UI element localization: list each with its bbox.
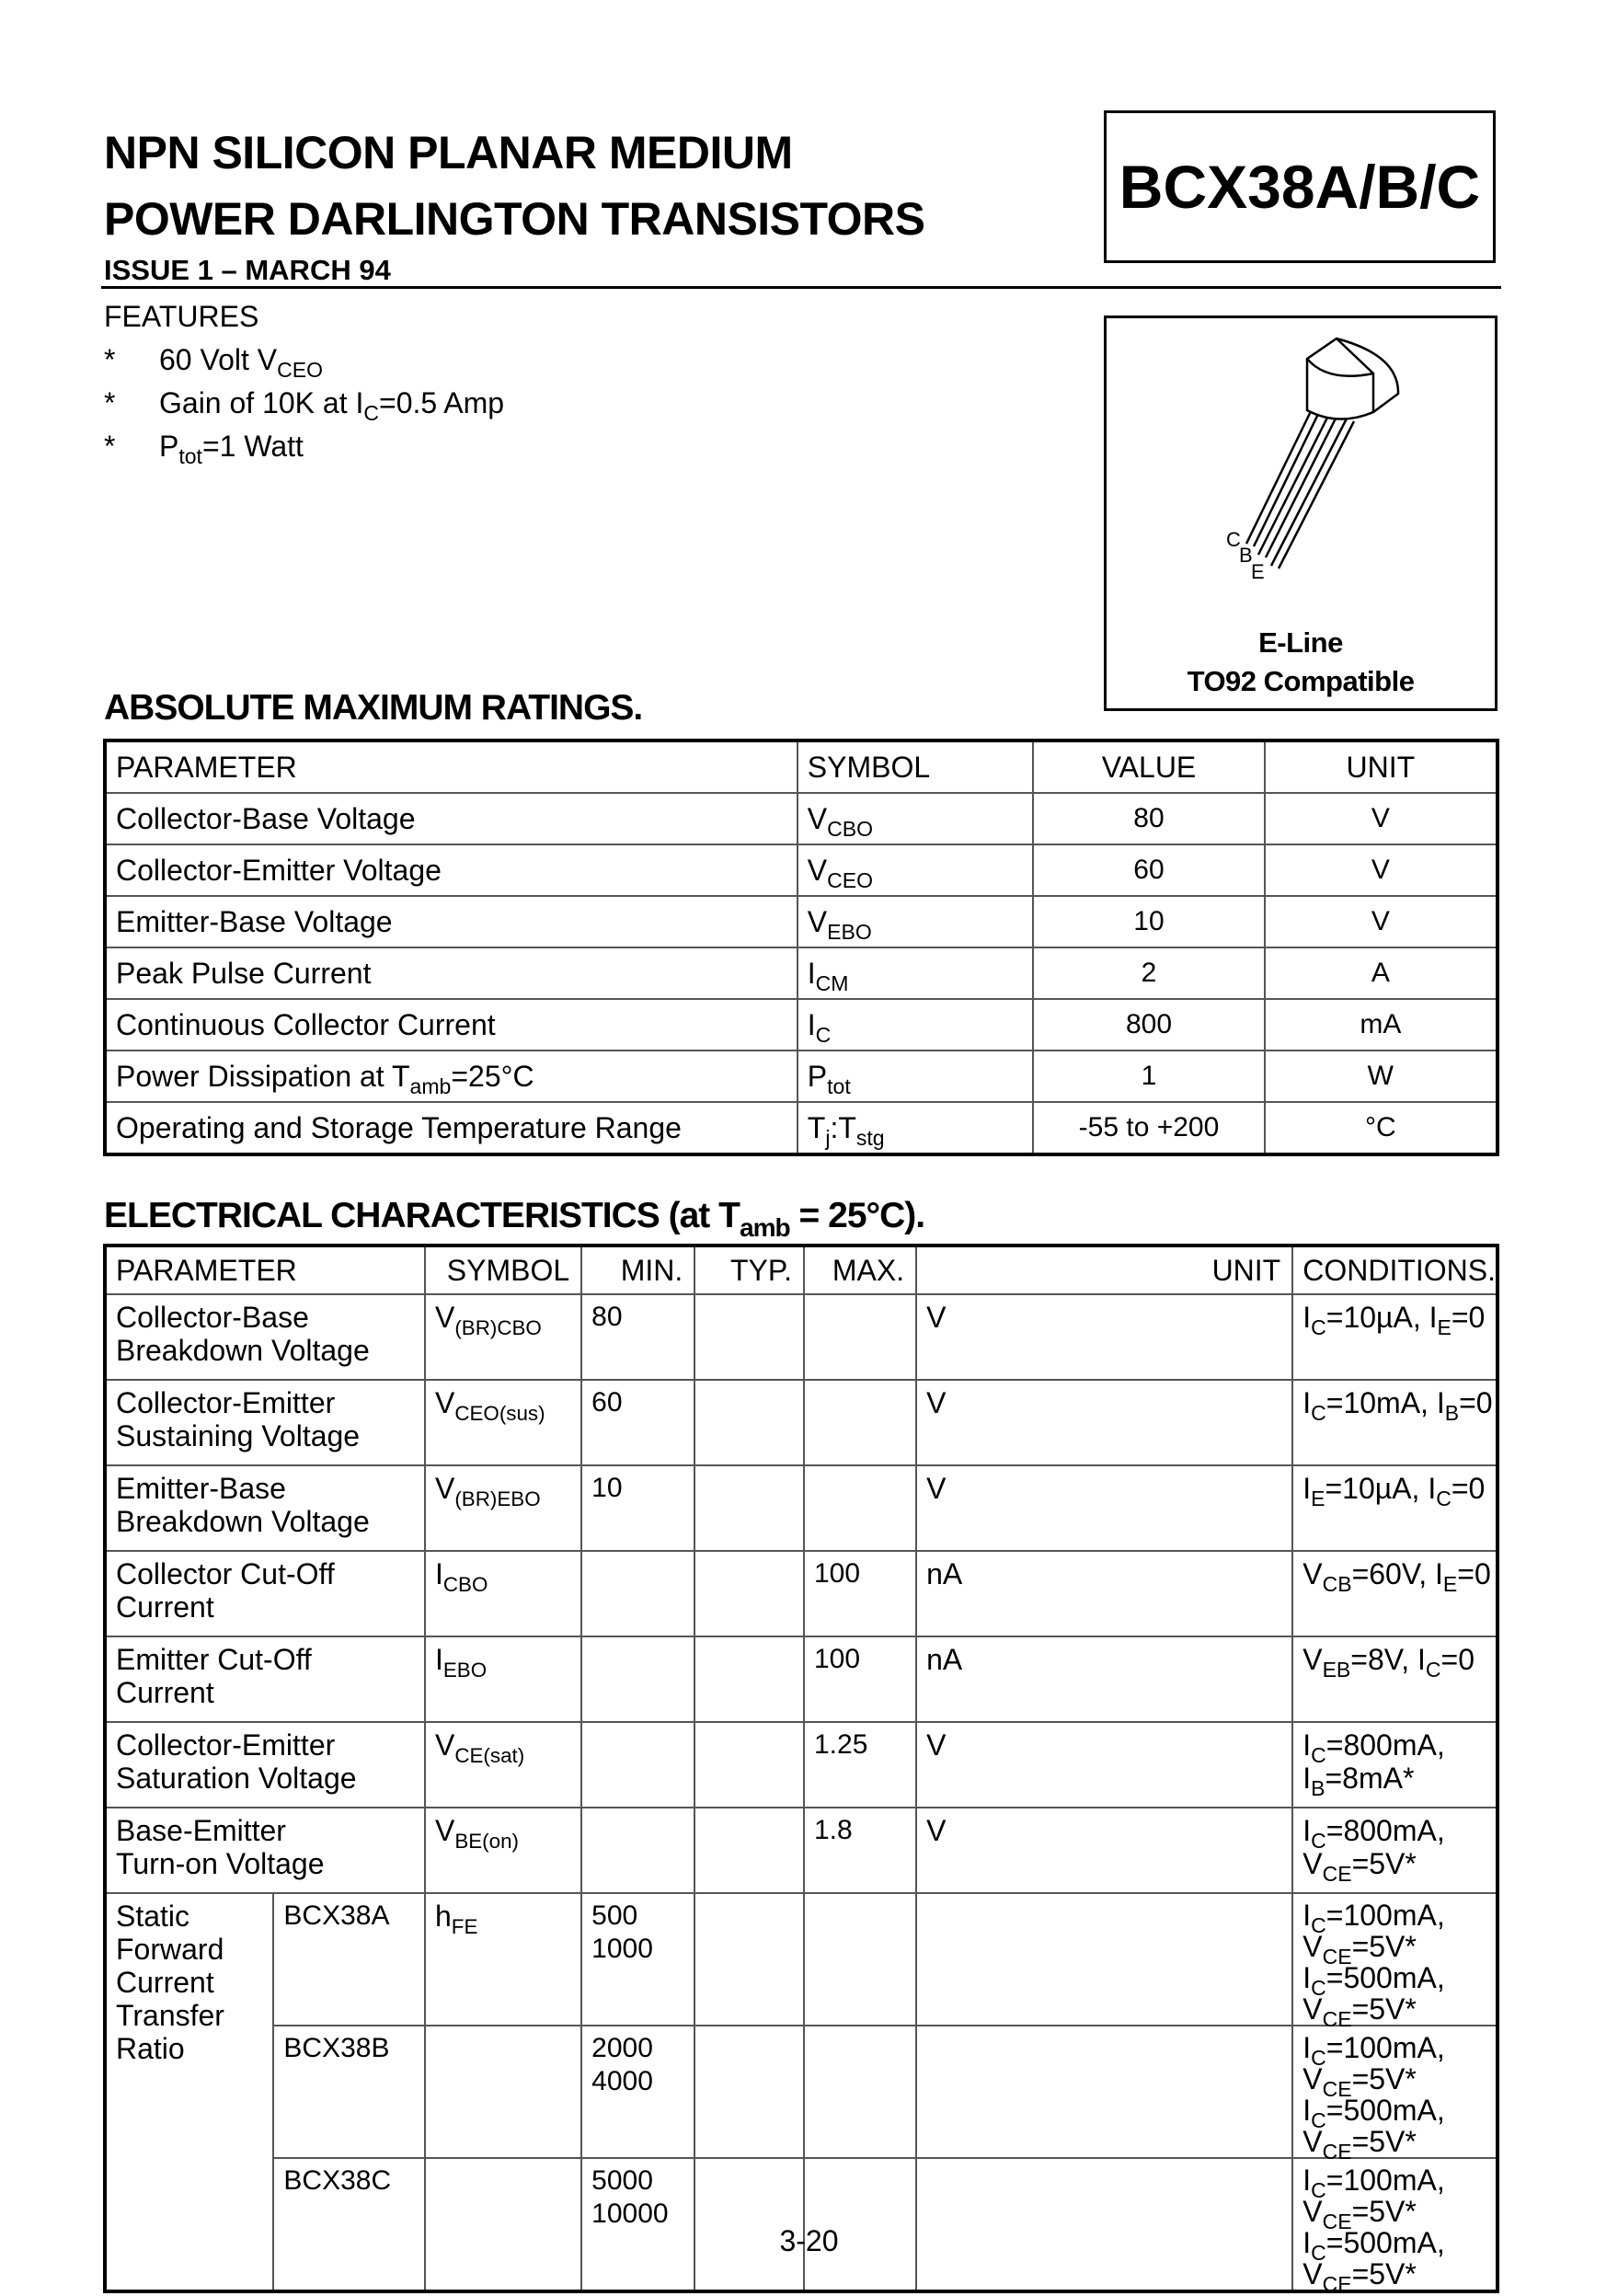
min-value: 1000 (591, 1934, 653, 1964)
param-cell: Operating and Storage Temperature Range (105, 1102, 798, 1154)
param-cell (105, 1294, 425, 1380)
param-cell: Continuous Collector Current (105, 999, 798, 1050)
param-line: Static (116, 1900, 190, 1933)
unit-cell: V (916, 1722, 1292, 1808)
cond-text: I (1302, 1899, 1312, 1932)
param-sub: amb (409, 1073, 452, 1098)
max-cell (804, 1465, 916, 1551)
min-value: 4000 (591, 2066, 653, 2096)
cond-text: =8mA* (1325, 1762, 1415, 1795)
cond-sub: C (1311, 1401, 1326, 1426)
typ-cell (694, 1636, 804, 1722)
cond-text: V (1302, 1643, 1323, 1676)
cond-sub: CE (1322, 2077, 1352, 2102)
header-cell: MIN. (581, 1246, 694, 1294)
param-line: Collector Cut-Off (116, 1557, 335, 1590)
symbol-cell (798, 1050, 1034, 1102)
symbol-sub: EBO (827, 919, 872, 944)
cond-text: =800mA, V (1302, 1814, 1445, 1880)
symbol: V (434, 1301, 455, 1334)
symbol-sub: EBO (442, 1658, 488, 1682)
elec-table (103, 1244, 1499, 2296)
unit-cell (916, 2026, 1292, 2158)
cond-text: =5V* (1351, 2257, 1417, 2290)
unit-cell: V (916, 1808, 1292, 1893)
cond-text: =5V* (1351, 1930, 1417, 1963)
feature-item (104, 382, 504, 425)
param-line: Breakdown Voltage (116, 1334, 370, 1367)
header-cell: PARAMETER (105, 740, 798, 793)
title-line-2: POWER DARLINGTON TRANSISTORS (104, 193, 925, 245)
cond-sub: C (1311, 2241, 1326, 2266)
pin-e-label: E (1251, 560, 1265, 583)
bullet: * (104, 386, 116, 419)
max-cell: 1.25 (804, 1722, 916, 1808)
symbol-cell (425, 1722, 581, 1808)
value-cell: 80 (1033, 793, 1264, 844)
symbol-sub: CE(sat) (454, 1743, 525, 1767)
header-rule (101, 286, 1501, 289)
value-cell: 1 (1033, 1050, 1264, 1102)
max-cell (804, 2026, 916, 2158)
cond-text: =100mA, V (1302, 1899, 1445, 1963)
unit-cell: A (1265, 947, 1498, 999)
unit-cell: V (1265, 896, 1498, 947)
cond-text: =0 (1457, 1557, 1491, 1590)
feature-sub: CEO (277, 358, 324, 383)
conditions-cell (1292, 1636, 1498, 1722)
table-row (105, 896, 1498, 947)
table-row (105, 844, 1498, 896)
feature-text: Gain of 10K at I (159, 386, 364, 419)
header-cell: MAX. (804, 1246, 916, 1294)
symbol-sub: j (825, 1125, 831, 1150)
header-cell: TYP. (694, 1246, 804, 1294)
elec-heading (104, 1196, 925, 1242)
unit-cell: V (916, 1294, 1292, 1380)
heading-sub: amb (739, 1212, 790, 1242)
features-list (104, 294, 504, 468)
value-cell: 60 (1033, 844, 1264, 896)
max-cell (804, 1893, 916, 2026)
typ-cell (694, 2026, 804, 2158)
param-cell: Emitter-Base Voltage (105, 896, 798, 947)
symbol: I (807, 956, 816, 990)
symbol-cell (798, 1102, 1034, 1154)
symbol-sub: BE(on) (454, 1829, 519, 1853)
symbol: V (807, 801, 828, 835)
header-cell: CONDITIONS. (1292, 1246, 1498, 1294)
min-cell (581, 1722, 694, 1808)
cond-sub: B (1311, 1776, 1325, 1801)
param-text: Power Dissipation at T (116, 1059, 410, 1093)
param-line: Emitter-Base (116, 1472, 286, 1505)
cond-text: =10mA, I (1325, 1386, 1445, 1419)
symbol-cell (425, 2026, 581, 2158)
unit-cell: V (1265, 844, 1498, 896)
conditions-cell (1292, 1808, 1498, 1893)
param-line: Collector-Base (116, 1301, 309, 1334)
conditions-cell (1292, 2026, 1498, 2164)
param-cell (105, 1465, 425, 1551)
symbol-cell (425, 1380, 581, 1465)
param-line: Current (116, 1590, 214, 1624)
table-row (105, 1636, 1498, 1722)
document-title (104, 120, 925, 252)
typ-cell (694, 1808, 804, 1893)
heading-tail: = 25°C). (789, 1196, 925, 1235)
cond-text: =0 (1451, 1472, 1486, 1505)
cond-sub: C (1436, 1487, 1452, 1511)
param-line: Transfer (116, 1999, 224, 2032)
elec-header-row (105, 1246, 1498, 1294)
table-row (105, 1050, 1498, 1102)
min-cell: 60 (581, 1380, 694, 1465)
param-line: Forward (116, 1933, 224, 1966)
min-value: 10000 (591, 2198, 669, 2229)
symbol-cell (425, 1808, 581, 1893)
cond-sub: CB (1322, 1572, 1352, 1597)
typ-cell (694, 1294, 804, 1380)
cond-sub: E (1437, 1315, 1452, 1340)
hfe-row (105, 1893, 1498, 2026)
symbol-cell (425, 1636, 581, 1722)
min-cell (581, 1551, 694, 1636)
package-compat: TO92 Compatible (1187, 665, 1415, 697)
param-line: Sustaining Voltage (116, 1419, 361, 1452)
cond-sub: E (1311, 1487, 1325, 1511)
symbol-cell (425, 1551, 581, 1636)
cond-text: =10µA, I (1325, 1472, 1437, 1505)
cond-sub: C (1311, 2108, 1326, 2133)
min-value: 2000 (591, 2033, 653, 2063)
cond-text: =500mA, V (1302, 2094, 1445, 2158)
header-cell: VALUE (1033, 740, 1264, 793)
param-line: Turn-on Voltage (116, 1847, 325, 1880)
param-cell (105, 1380, 425, 1465)
conditions-cell (1292, 1893, 1498, 2032)
symbol-cell (798, 896, 1034, 947)
amr-table (103, 739, 1499, 1156)
cond-sub: C (1311, 1743, 1326, 1768)
cond-text: =500mA, V (1302, 1961, 1445, 2026)
cond-text: =5V* (1351, 1992, 1417, 2026)
param-line: Breakdown Voltage (116, 1505, 370, 1538)
symbol: V (434, 1814, 455, 1847)
param-cell: Peak Pulse Current (105, 947, 798, 999)
param-tail: =25°C (451, 1059, 534, 1093)
symbol-sub: C (815, 1022, 832, 1047)
cond-text: =5V* (1351, 1847, 1417, 1880)
conditions-cell (1292, 1380, 1498, 1465)
unit-cell: V (916, 1380, 1292, 1465)
max-cell (804, 1294, 916, 1380)
unit-cell: °C (1265, 1102, 1498, 1154)
symbol: I (434, 1557, 443, 1590)
min-cell (581, 1808, 694, 1893)
table-row (105, 999, 1498, 1050)
amr-heading: ABSOLUTE MAXIMUM RATINGS. (104, 688, 643, 728)
cond-sub: E (1442, 1572, 1458, 1597)
symbol: :T (830, 1110, 856, 1144)
feature-text: 60 Volt V (159, 343, 278, 376)
header-cell: PARAMETER (105, 1246, 425, 1294)
cond-text: I (1302, 2094, 1312, 2127)
pin-b-label: B (1239, 544, 1253, 567)
value-cell: -55 to +200 (1033, 1102, 1264, 1154)
param-cell (105, 1636, 425, 1722)
feature-sub: C (363, 401, 379, 426)
symbol: V (807, 853, 828, 887)
header-cell: UNIT (916, 1246, 1292, 1294)
features-heading: FEATURES (104, 300, 259, 333)
cond-text: I (1302, 1301, 1312, 1334)
value-cell: 10 (1033, 896, 1264, 947)
variant-cell: BCX38A (273, 1893, 425, 2026)
cond-sub: C (1425, 1658, 1441, 1682)
unit-cell: nA (916, 1551, 1292, 1636)
symbol: T (807, 1110, 826, 1144)
issue-label: ISSUE 1 – MARCH 94 (104, 254, 391, 286)
cond-sub: CE (1322, 2140, 1352, 2164)
cond-sub: C (1311, 2046, 1326, 2071)
cond-sub: CE (1322, 1862, 1352, 1887)
typ-cell (694, 1380, 804, 1465)
cond-sub: C (1311, 2178, 1326, 2203)
hfe-row (105, 2026, 1498, 2158)
feature-item (104, 339, 504, 382)
cond-text: =100mA, V (1302, 2031, 1445, 2095)
table-row (105, 1102, 1498, 1154)
min-cell (581, 1636, 694, 1722)
cond-text: =500mA, V (1302, 2226, 1445, 2290)
symbol-cell (798, 844, 1034, 896)
symbol-sub: stg (855, 1125, 885, 1150)
param-cell (105, 1551, 425, 1636)
symbol-sub: tot (827, 1073, 851, 1098)
symbol: I (807, 1007, 816, 1041)
unit-cell: W (1265, 1050, 1498, 1102)
variant-cell: BCX38B (273, 2026, 425, 2158)
cond-text: =8V, I (1350, 1643, 1426, 1676)
header-cell: SYMBOL (425, 1246, 581, 1294)
conditions-cell (1292, 1551, 1498, 1636)
cond-sub: C (1311, 1829, 1326, 1854)
cond-text: =60V, I (1351, 1557, 1443, 1590)
symbol-cell (425, 1465, 581, 1551)
unit-cell: nA (916, 1636, 1292, 1722)
param-line: Current (116, 1966, 214, 1999)
symbol-sub: CBO (827, 816, 874, 841)
header-cell: SYMBOL (798, 740, 1034, 793)
conditions-cell (1292, 1294, 1498, 1380)
symbol-sub: FE (451, 1914, 478, 1938)
symbol-sub: CM (815, 970, 849, 995)
typ-cell (694, 1893, 804, 2026)
min-value: 5000 (591, 2165, 653, 2196)
conditions-cell (1292, 1722, 1498, 1808)
param-line: Saturation Voltage (116, 1762, 357, 1795)
cond-text: =5V* (1351, 2062, 1417, 2095)
cond-text: =100mA, V (1302, 2164, 1445, 2228)
symbol-cell (798, 947, 1034, 999)
feature-tail: =1 Watt (201, 430, 304, 463)
cond-sub: C (1311, 1913, 1326, 1938)
value-cell: 2 (1033, 947, 1264, 999)
symbol: V (434, 1728, 455, 1762)
table-row (105, 1808, 1498, 1893)
symbol: V (807, 904, 828, 938)
cond-text: I (1302, 1472, 1312, 1505)
cond-text: =0 (1459, 1386, 1493, 1419)
cond-sub: CE (1322, 2007, 1352, 2032)
bullet: * (104, 430, 116, 463)
param-cell (105, 1050, 798, 1102)
symbol: V (434, 1386, 455, 1419)
cond-text: I (1302, 1961, 1312, 1994)
typ-cell (694, 1465, 804, 1551)
heading-text: ELECTRICAL CHARACTERISTICS (at T (104, 1196, 740, 1235)
cond-sub: CE (1322, 2272, 1352, 2296)
param-cell (105, 1722, 425, 1808)
pin-c-label: C (1226, 528, 1241, 551)
param-line: Collector-Emitter (116, 1386, 336, 1419)
package-name: E-Line (1258, 626, 1343, 659)
symbol-cell (425, 1294, 581, 1380)
max-cell (804, 1380, 916, 1465)
min-cell (581, 2026, 694, 2158)
max-cell: 1.8 (804, 1808, 916, 1893)
table-row (105, 793, 1498, 844)
cond-text: I (1302, 2226, 1312, 2259)
cond-sub: CE (1322, 2210, 1352, 2234)
symbol: h (434, 1900, 452, 1933)
typ-cell (694, 1551, 804, 1636)
feature-tail: =0.5 Amp (379, 386, 505, 419)
page-number: 3-20 (779, 2224, 839, 2257)
cond-text: =10µA, I (1325, 1301, 1438, 1334)
table-row (105, 1722, 1498, 1808)
title-line-1: NPN SILICON PLANAR MEDIUM (104, 127, 793, 178)
cond-text: =0 (1451, 1301, 1486, 1334)
package-box (1104, 316, 1498, 711)
header-cell: UNIT (1265, 740, 1498, 793)
table-row (105, 1551, 1498, 1636)
amr-header-row (105, 740, 1498, 793)
cond-sub: EB (1322, 1658, 1351, 1682)
feature-item (104, 425, 504, 468)
table-row (105, 1294, 1498, 1380)
symbol: I (434, 1643, 443, 1676)
cond-text: =5V* (1351, 2125, 1417, 2158)
table-row (105, 947, 1498, 999)
feature-sub: tot (178, 444, 202, 469)
unit-cell: V (916, 1465, 1292, 1551)
cond-text: =0 (1440, 1643, 1475, 1676)
symbol-cell (798, 999, 1034, 1050)
symbol: P (807, 1059, 828, 1093)
param-cell (105, 1808, 425, 1893)
cond-text: =5V* (1351, 2195, 1417, 2228)
cond-sub: C (1311, 1976, 1326, 2001)
cond-sub: CE (1322, 1945, 1352, 1969)
max-cell: 100 (804, 1636, 916, 1722)
cond-text: I (1302, 1386, 1312, 1419)
param-cell: Collector-Emitter Voltage (105, 844, 798, 896)
param-line: Current (116, 1676, 214, 1709)
cond-sub: C (1311, 1315, 1326, 1340)
symbol-sub: CBO (442, 1572, 488, 1596)
cond-text: I (1302, 2031, 1312, 2064)
symbol: V (434, 1472, 455, 1505)
max-cell: 100 (804, 1551, 916, 1636)
typ-cell (694, 1722, 804, 1808)
min-cell: 80 (581, 1294, 694, 1380)
symbol-sub: (BR)CBO (454, 1315, 542, 1339)
unit-cell: mA (1265, 999, 1498, 1050)
feature-text: P (159, 430, 179, 463)
cond-text: I (1302, 1814, 1312, 1847)
part-number-box (1104, 110, 1496, 263)
cond-sub: B (1444, 1401, 1460, 1426)
table-row (105, 1380, 1498, 1465)
variant-cell: BCX38C (273, 2158, 425, 2291)
param-line: Emitter Cut-Off (116, 1643, 312, 1676)
param-cell: Collector-Base Voltage (105, 793, 798, 844)
part-number: BCX38A/B/C (1119, 153, 1481, 221)
cond-text: I (1302, 2164, 1312, 2197)
symbol-sub: (BR)EBO (454, 1487, 541, 1510)
symbol-cell (425, 1893, 581, 2026)
table-row (105, 1465, 1498, 1551)
param-line: Base-Emitter (116, 1814, 286, 1847)
symbol-sub: CEO (827, 867, 874, 892)
min-cell (581, 1893, 694, 2026)
value-cell: 800 (1033, 999, 1264, 1050)
param-line: Ratio (116, 2032, 185, 2065)
conditions-cell (1292, 1465, 1498, 1551)
unit-cell: V (1265, 793, 1498, 844)
cond-text: V (1302, 1557, 1323, 1590)
min-cell: 10 (581, 1465, 694, 1551)
cond-text: I (1302, 1728, 1312, 1762)
bullet: * (104, 343, 116, 376)
param-line: Collector-Emitter (116, 1728, 336, 1762)
symbol-sub: CEO(sus) (454, 1401, 545, 1425)
min-value: 500 (591, 1900, 638, 1931)
symbol-cell (798, 793, 1034, 844)
unit-cell (916, 1893, 1292, 2026)
cond-text: =800mA, I (1302, 1728, 1445, 1795)
